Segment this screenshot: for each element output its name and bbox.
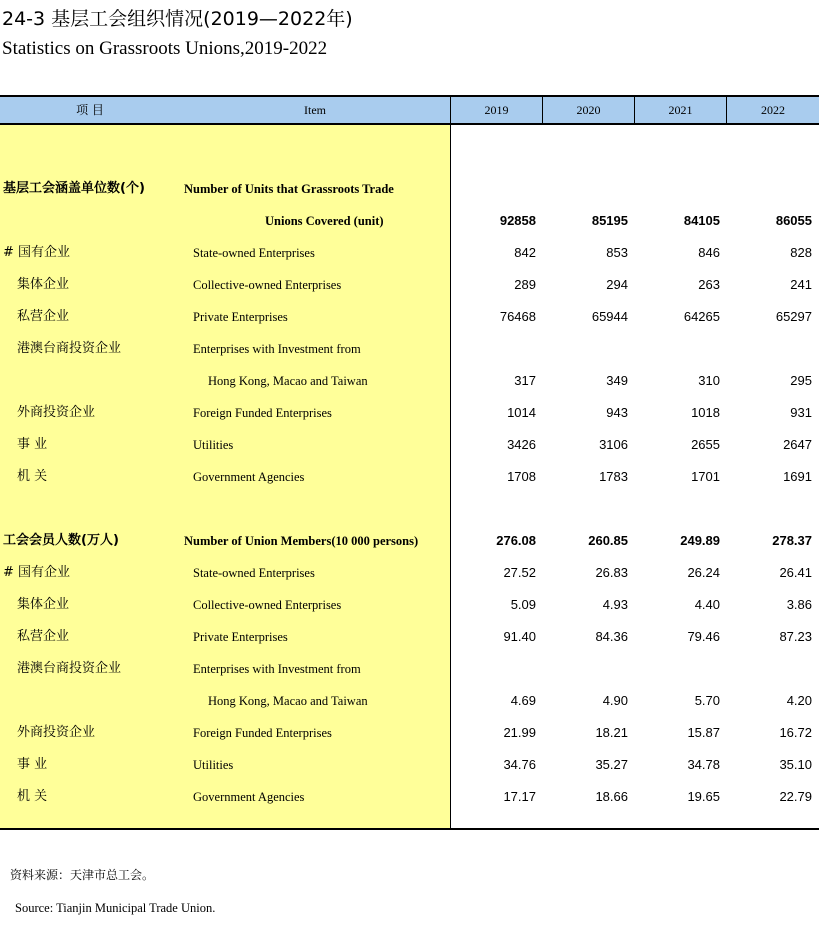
- value-cell-2022: 65297: [775, 309, 812, 324]
- page-title-en: Statistics on Grassroots Unions,2019-2022: [2, 38, 328, 59]
- value-cell-2019: 17.17: [503, 789, 536, 804]
- header-year-2021: 2021: [668, 103, 693, 117]
- table-row: [0, 237, 819, 269]
- value-cell-2021: [640, 653, 720, 685]
- value-cell-2020: [548, 493, 628, 525]
- row-label-en: Foreign Funded Enterprises: [193, 406, 332, 420]
- value-cell-2022: 87.23: [779, 629, 812, 644]
- table-row: [0, 589, 819, 621]
- value-cell-2022: 86055: [775, 213, 812, 228]
- table-row: [0, 493, 819, 525]
- value-cell-2022: 295: [790, 373, 812, 388]
- value-cell-2020: 4.93: [602, 597, 628, 612]
- value-cell-2019: 1014: [507, 405, 536, 420]
- header-year-2019: 2019: [484, 103, 509, 117]
- value-cell-2019: 1708: [507, 469, 536, 484]
- table-row: [0, 621, 819, 653]
- value-cell-2021: 846: [698, 245, 720, 260]
- value-cell-2020: [548, 653, 628, 685]
- value-cell-2022: 26.41: [779, 565, 812, 580]
- header-year-2020: 2020: [576, 103, 601, 117]
- value-cell-2020: 853: [606, 245, 628, 260]
- value-cell-2021: 79.46: [687, 629, 720, 644]
- value-cell-2022: [732, 173, 812, 205]
- row-label-en: Number of Units that Grassroots Trade: [184, 182, 394, 196]
- value-cell-2020: 1783: [599, 469, 628, 484]
- table-row: [0, 301, 819, 333]
- table-row: [0, 429, 819, 461]
- value-cell-2020: 18.66: [595, 789, 628, 804]
- row-label-cn: 私营企业: [17, 309, 70, 324]
- value-cell-2019: 5.09: [510, 597, 536, 612]
- row-label-en: Enterprises with Investment from: [193, 662, 361, 676]
- row-label-cn: 工会会员人数(万人): [3, 533, 119, 548]
- value-cell-2019: [456, 141, 536, 173]
- row-label-en: State-owned Enterprises: [193, 566, 315, 580]
- value-cell-2021: 1018: [691, 405, 720, 420]
- row-label-en: Private Enterprises: [193, 630, 288, 644]
- value-cell-2022: 931: [790, 405, 812, 420]
- value-cell-2019: 317: [514, 373, 536, 388]
- value-cell-2022: [732, 141, 812, 173]
- table-row: [0, 781, 819, 813]
- table-row: [0, 269, 819, 301]
- header-year-2022: 2022: [761, 103, 785, 117]
- value-cell-2019: [456, 493, 536, 525]
- value-cell-2021: 84105: [683, 213, 720, 228]
- row-label-en: Private Enterprises: [193, 310, 288, 324]
- row-label-cn: 外商投资企业: [17, 405, 96, 420]
- value-cell-2021: 64265: [683, 309, 720, 324]
- source-note-cn: 资料来源：天津市总工会。: [10, 868, 155, 882]
- value-cell-2019: 276.08: [496, 533, 536, 548]
- value-cell-2019: 21.99: [503, 725, 536, 740]
- value-cell-2019: 91.40: [503, 629, 536, 644]
- row-label-cn: # 国有企业: [3, 565, 71, 580]
- row-label-cn: # 国有企业: [3, 245, 71, 260]
- table-row: [0, 141, 819, 173]
- value-cell-2020: 3106: [599, 437, 628, 452]
- value-cell-2020: 26.83: [595, 565, 628, 580]
- value-cell-2021: 4.40: [694, 597, 720, 612]
- row-label-en: Hong Kong, Macao and Taiwan: [208, 694, 368, 708]
- value-cell-2020: 35.27: [595, 757, 628, 772]
- value-cell-2020: [548, 333, 628, 365]
- value-cell-2021: [640, 141, 720, 173]
- row-label-cn: 集体企业: [17, 277, 70, 292]
- row-label-en: Government Agencies: [193, 470, 305, 484]
- row-label-en: Hong Kong, Macao and Taiwan: [208, 374, 368, 388]
- value-cell-2021: [640, 493, 720, 525]
- value-cell-2022: 22.79: [779, 789, 812, 804]
- value-cell-2019: 34.76: [503, 757, 536, 772]
- value-cell-2022: 1691: [783, 469, 812, 484]
- value-cell-2021: 34.78: [687, 757, 720, 772]
- row-label-cn: 基层工会涵盖单位数(个): [3, 181, 145, 196]
- source-note-en: Source: Tianjin Municipal Trade Union.: [15, 901, 216, 915]
- row-label-en: Government Agencies: [193, 790, 305, 804]
- row-label-cn: 事 业: [17, 437, 48, 452]
- value-cell-2021: 19.65: [687, 789, 720, 804]
- value-cell-2020: [548, 173, 628, 205]
- row-label-en: Foreign Funded Enterprises: [193, 726, 332, 740]
- row-label-en: Utilities: [193, 438, 234, 452]
- row-label-en: Utilities: [193, 758, 234, 772]
- statistics-table: [0, 95, 819, 830]
- value-cell-2020: 65944: [591, 309, 628, 324]
- value-cell-2019: 3426: [507, 437, 536, 452]
- row-label-cn: 事 业: [17, 757, 48, 772]
- value-cell-2021: [640, 173, 720, 205]
- header-item-cn: 项 目: [76, 103, 104, 117]
- value-cell-2020: 84.36: [595, 629, 628, 644]
- value-cell-2019: 289: [514, 277, 536, 292]
- row-label-en: State-owned Enterprises: [193, 246, 315, 260]
- value-cell-2020: [548, 141, 628, 173]
- table-header: [0, 95, 819, 125]
- row-label-cn: 港澳台商投资企业: [17, 661, 122, 676]
- header-item-en: Item: [304, 103, 326, 117]
- value-cell-2022: 241: [790, 277, 812, 292]
- table-row: [0, 717, 819, 749]
- value-cell-2020: 85195: [591, 213, 628, 228]
- value-cell-2022: 3.86: [786, 597, 812, 612]
- value-cell-2019: 4.69: [510, 693, 536, 708]
- row-label-en: Enterprises with Investment from: [193, 342, 361, 356]
- table-row: [0, 653, 819, 685]
- value-cell-2021: 15.87: [687, 725, 720, 740]
- row-label-cn: 机 关: [17, 789, 48, 804]
- value-cell-2021: 1701: [691, 469, 720, 484]
- row-label-cn: 港澳台商投资企业: [17, 341, 122, 356]
- value-cell-2021: 2655: [691, 437, 720, 452]
- value-cell-2020: 943: [606, 405, 628, 420]
- row-label-cn: 外商投资企业: [17, 725, 96, 740]
- value-cell-2022: 35.10: [779, 757, 812, 772]
- row-label-en: Number of Union Members(10 000 persons): [184, 534, 419, 548]
- value-cell-2020: 18.21: [595, 725, 628, 740]
- page-title-cn: 24-3 基层工会组织情况(2019—2022年): [2, 8, 353, 30]
- table-row: [0, 365, 819, 397]
- row-label-en: Collective-owned Enterprises: [193, 598, 342, 612]
- table-row: [0, 397, 819, 429]
- value-cell-2021: 26.24: [687, 565, 720, 580]
- value-cell-2022: 278.37: [772, 533, 812, 548]
- value-cell-2021: 310: [698, 373, 720, 388]
- value-cell-2022: [732, 653, 812, 685]
- row-label-en: Collective-owned Enterprises: [193, 278, 342, 292]
- value-cell-2019: [456, 333, 536, 365]
- value-cell-2021: [640, 333, 720, 365]
- value-cell-2022: 2647: [783, 437, 812, 452]
- value-cell-2019: [456, 653, 536, 685]
- value-cell-2020: 294: [606, 277, 628, 292]
- table-row: [0, 461, 819, 493]
- value-cell-2021: 263: [698, 277, 720, 292]
- table-row: [0, 557, 819, 589]
- table-row: [0, 173, 819, 205]
- value-cell-2021: 249.89: [680, 533, 720, 548]
- value-cell-2019: 842: [514, 245, 536, 260]
- row-label-cn: 集体企业: [17, 597, 70, 612]
- table-row: [0, 685, 819, 717]
- row-label-en: Unions Covered (unit): [265, 214, 384, 228]
- value-cell-2022: 4.20: [786, 693, 812, 708]
- value-cell-2022: 16.72: [779, 725, 812, 740]
- value-cell-2020: 349: [606, 373, 628, 388]
- table-row: [0, 749, 819, 781]
- row-label-cn: 私营企业: [17, 629, 70, 644]
- value-cell-2021: 5.70: [694, 693, 720, 708]
- value-cell-2019: 92858: [499, 213, 536, 228]
- table-row: [0, 333, 819, 365]
- table-row: [0, 205, 819, 237]
- value-cell-2019: 27.52: [503, 565, 536, 580]
- table-row: [0, 525, 819, 557]
- value-cell-2020: 260.85: [588, 533, 628, 548]
- table-bottom-border: [0, 828, 819, 830]
- value-cell-2022: [732, 493, 812, 525]
- value-cell-2019: 76468: [499, 309, 536, 324]
- value-cell-2022: [732, 333, 812, 365]
- value-cell-2019: [456, 173, 536, 205]
- value-cell-2020: 4.90: [602, 693, 628, 708]
- value-cell-2022: 828: [790, 245, 812, 260]
- row-label-cn: 机 关: [17, 469, 48, 484]
